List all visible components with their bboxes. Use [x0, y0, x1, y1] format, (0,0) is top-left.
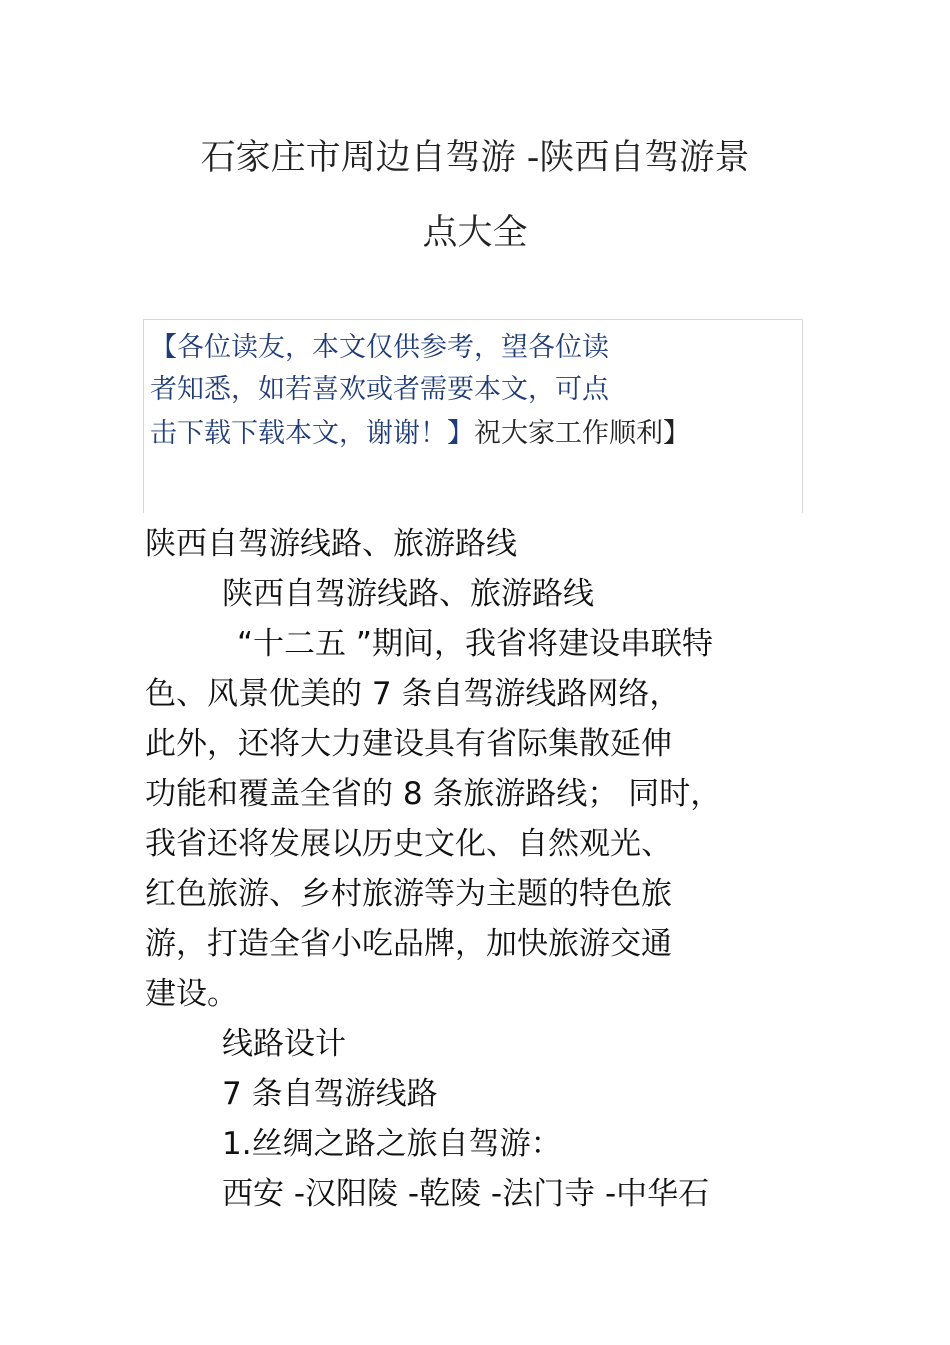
- reader-notice-box: [143, 319, 803, 513]
- body-line: 此外，还将大力建设具有省际集散延伸: [145, 726, 672, 762]
- document-title-line-2: 点大全: [422, 213, 528, 253]
- body-line: 我省还将发展以历史文化、自然观光、: [145, 826, 672, 862]
- body-line: 红色旅游、乡村旅游等为主题的特色旅: [145, 876, 672, 912]
- route-1-title: 1.丝绸之路之旅自驾游：: [222, 1126, 562, 1162]
- notice-line-2: 者知悉，如若喜欢或者需要本文，可点: [150, 374, 609, 405]
- notice-line-3: [150, 416, 690, 452]
- article-subheading: 陕西自驾游线路、旅游路线: [222, 576, 594, 612]
- notice-line-3-main: 击下载下载本文，谢谢！】: [150, 418, 474, 449]
- section-title: 线路设计: [222, 1026, 346, 1062]
- notice-line-1: 【各位读友，本文仅供参考，望各位读: [150, 332, 609, 363]
- document-title-line-1: 石家庄市周边自驾游 -陕西自驾游景: [200, 138, 750, 178]
- article-heading: 陕西自驾游线路、旅游路线: [145, 526, 517, 562]
- notice-line-3-tail: 祝大家工作顺利】: [474, 418, 690, 449]
- body-line: “十二五 ”期间，我省将建设串联特: [237, 626, 713, 662]
- body-line: 色、风景优美的 7 条自驾游线路网络，: [145, 676, 681, 712]
- body-line: 建设。: [145, 976, 238, 1012]
- body-line: 功能和覆盖全省的 8 条旅游路线； 同时，: [145, 776, 722, 812]
- route-count-title: 7 条自驾游线路: [222, 1076, 438, 1112]
- body-line: 游，打造全省小吃品牌，加快旅游交通: [145, 926, 672, 962]
- route-1-stops: 西安 -汉阳陵 -乾陵 -法门寺 -中华石: [222, 1176, 710, 1212]
